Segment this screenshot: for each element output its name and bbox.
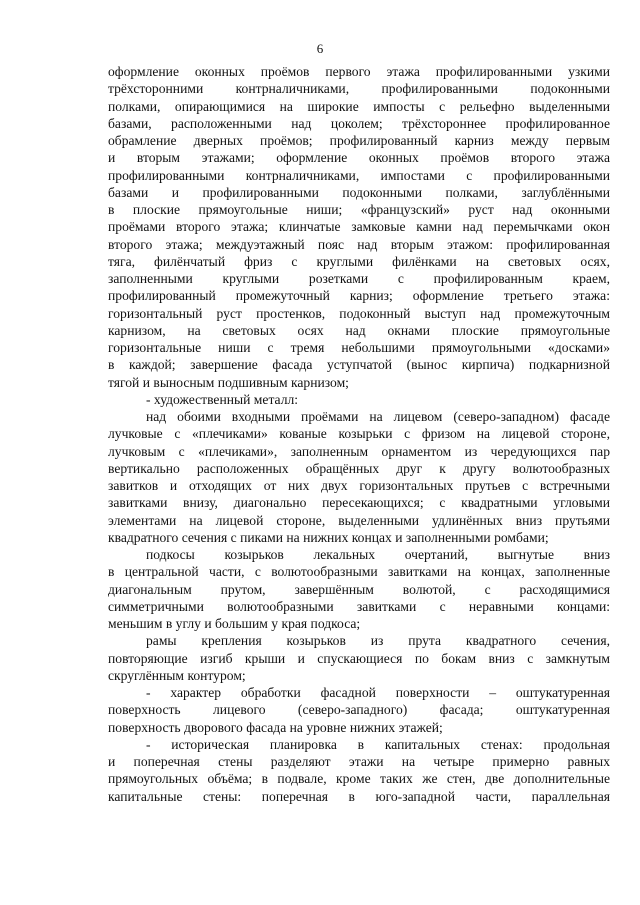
- text-line: элементами на лицевой стороне, выделенными удлинённых вниз прутьями: [108, 512, 610, 528]
- text-line: в плоские прямоугольные ниши; «французский» руст над оконными: [108, 202, 610, 217]
- text-line: над обоими входными проёмами на лицевом (северо-западном) фасаде: [146, 409, 610, 424]
- text-line: базами, расположенными над цоколем; трёхстороннее профилированное: [108, 115, 610, 131]
- text-line: поверхность лицевого (северо-западного) фасада; оштукатуренная: [108, 702, 610, 718]
- text-line: рамы крепления козырьков из прута квадратного сечения,: [146, 633, 610, 649]
- text-line: оформление оконных проёмов первого этажа профилированными узкими: [108, 64, 610, 79]
- text-line: и вторым этажами; оформление оконных проёмов второго этажа: [108, 150, 610, 166]
- text-line: завитков и отходящих от них двух горизонтальных прутьев с встречными: [108, 478, 610, 493]
- text-line: подкосы козырьков лекальных очертаний, выгнутые вниз: [146, 547, 610, 562]
- text-line: проёмами второго этажа; клинчатые замковые камни над перемычками окон: [108, 219, 610, 235]
- text-line: капитальные стены: поперечная в юго-западной части, параллельная: [108, 788, 610, 804]
- page-number: 6: [316, 41, 324, 56]
- text-line: меньшим в углу и большим у края подкоса;: [108, 616, 361, 631]
- text-line: заполненными круглыми розетками с профилированным краем,: [108, 271, 610, 286]
- text-line: - художественный металл:: [146, 391, 299, 407]
- text-line: поверхность дворового фасада на уровне нижних этажей;: [108, 719, 443, 735]
- text-line: прямоугольных объёма; в подвале, кроме таких же стен, две дополнительные: [108, 771, 610, 787]
- text-line: диагональным прутом, завершённым волютой, с расходящимися: [108, 581, 610, 597]
- text-line: карнизом, на световых осях над окнами плоские прямоугольные: [108, 322, 610, 338]
- text-line: базами и профилированными подоконными полками, заглублёнными: [108, 184, 610, 200]
- text-line: симметричными волютообразными завитками с неравными концами:: [108, 598, 610, 614]
- text-line: профилированный промежуточный карниз; оформление третьего этажа:: [108, 288, 610, 304]
- text-line: обрамление дверных проёмов; профилированный карниз между первым: [108, 133, 610, 148]
- text-line: тяга, филёнчатый фриз с круглыми филёнками на световых осях,: [108, 253, 610, 269]
- text-line: горизонтальные ниши с тремя небольшими прямоугольными «досками»: [108, 340, 610, 355]
- text-line: в центральной части, с волютообразными завитками на концах, заполненные: [108, 564, 610, 580]
- text-line: лучковым с «плечиками», заполненным орнаментом из чередующихся пар: [108, 443, 610, 459]
- text-line: полками, опирающимися на широкие импосты с рельефно выделенными: [108, 98, 610, 114]
- text-line: повторяющие изгиб крыши и спускающиеся по бокам вниз с замкнутым: [108, 650, 610, 666]
- text-line: завитками внизу, диагонально пересекающихся; с квадратными угловыми: [108, 495, 610, 511]
- text-line: - характер обработки фасадной поверхности – оштукатуренная: [146, 685, 610, 700]
- text-line: горизонтальный руст простенков, подоконный выступ над промежуточным: [108, 305, 610, 321]
- text-line: и поперечная стены разделяют этажи на четыре примерно равных: [108, 754, 610, 769]
- text-line: тягой и выносным подшивным карнизом;: [108, 374, 349, 390]
- text-line: лучковые с «плечиками» кованые козырьки с фризом на лицевой стороне,: [108, 426, 610, 442]
- text-line: профилированными контрналичниками, импостами с профилированными: [108, 167, 610, 183]
- text-line: - историческая планировка в капитальных стенах: продольная: [146, 736, 610, 752]
- text-line: трёхсторонними контрналичниками, профилированными подоконными: [108, 81, 610, 97]
- text-line: в каждой; завершение фасада уступчатой (вынос кирпича) подкарнизной: [108, 357, 610, 373]
- text-line: вертикально расположенных обращённых друг к другу волютообразных: [108, 460, 610, 476]
- text-line: квадратного сечения с пиками на нижних концах и заполненными ромбами;: [108, 529, 549, 545]
- text-line: скруглённым контуром;: [108, 667, 246, 683]
- text-line: второго этажа; междуэтажный пояс над вторым этажом: профилированная: [108, 236, 610, 252]
- document-body: [108, 63, 610, 805]
